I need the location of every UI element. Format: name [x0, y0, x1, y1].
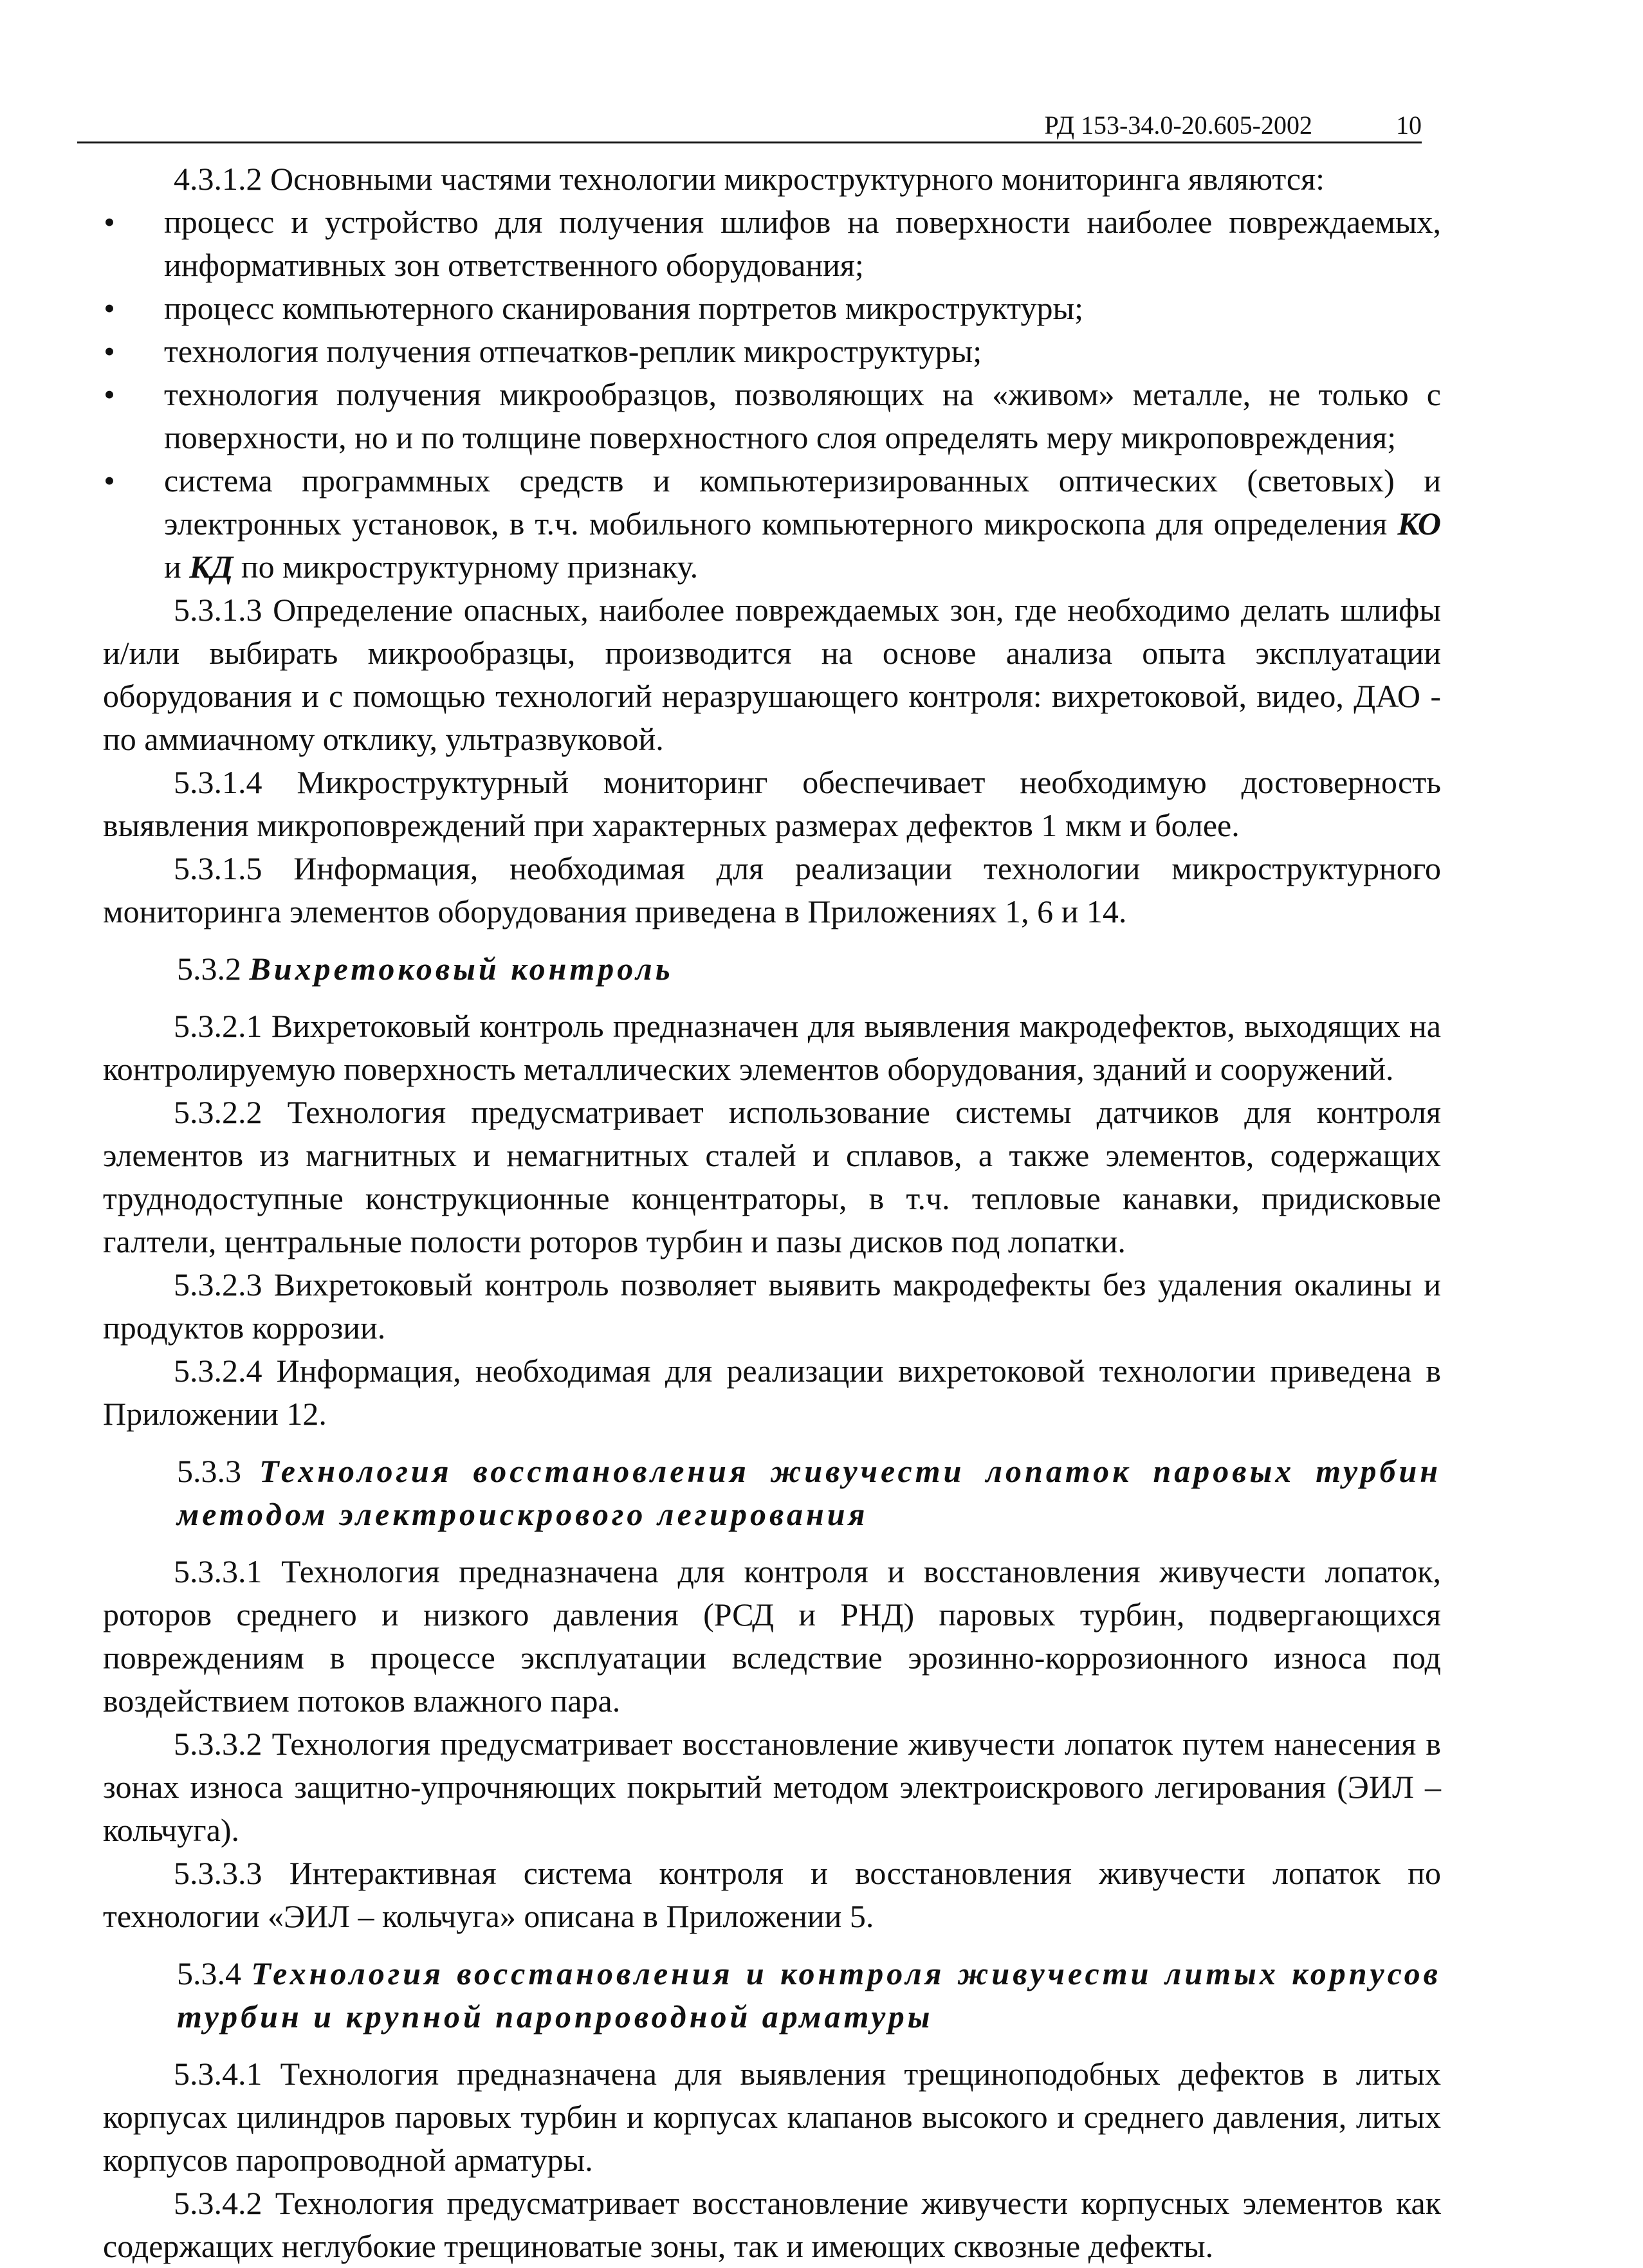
list-item [103, 330, 1441, 373]
paragraph-5-3-3-1: 5.3.3.1 Технология предназначена для контроля и восстановления живучести лопаток, роторов среднего и низкого давления (РСД и РНД) паровых турбин, подвергающихся повреждениям в процессе эксплуатации вследствие эрозинно-коррозионного износа под воздействием потоков влажного пара. [103, 1553, 1441, 1719]
bullet-icon: • [104, 333, 115, 369]
paragraph-5-3-2-1: 5.3.2.1 Вихретоковый контроль предназначен для выявления макродефектов, выходящих на контролируемую поверхность металлических элементов оборудования, зданий и сооружений. [103, 1008, 1441, 1087]
page-header [77, 109, 1422, 143]
section-heading-5-3-3 [103, 1450, 1441, 1536]
list-item [103, 373, 1441, 459]
paragraph-5-3-2-2: 5.3.2.2 Технология предусматривает использование системы датчиков для контроля элементов из магнитных и немагнитных сталей и сплавов, а также элементов, содержащих труднодоступные конструкционные концентраторы, в т.ч. тепловые канавки, придисковые галтели, центральные полости роторов турбин и пазы дисков под лопатки. [103, 1094, 1441, 1259]
term-kd: КД [189, 549, 234, 585]
section-title: Технология восстановления и контроля живучести литых корпусов турбин и крупной паропроводной арматуры [177, 1955, 1441, 2035]
list-item [103, 287, 1441, 330]
page-number: 10 [1396, 111, 1422, 140]
bullet-icon: • [104, 204, 115, 240]
section-title: Технология восстановления живучести лопаток паровых турбин методом электроискрового легирования [177, 1453, 1442, 1532]
list-item [103, 201, 1441, 287]
paragraph-5-3-1-3: 5.3.1.3 Определение опасных, наиболее повреждаемых зон, где необходимо делать шлифы и/или выбирать микрообразцы, производится на основе анализа опыта эксплуатации оборудования и с помощью технологий неразрушающего контроля: вихретоковой, видео, ДАО - по аммиачному отклику, ультразвуковой. [103, 592, 1441, 757]
paragraph-5-3-2-4: 5.3.2.4 Информация, необходимая для реализации вихретоковой технологии приведена в Приложении 12. [103, 1353, 1441, 1432]
list-item-text: технология получения микрообразцов, позволяющих на «живом» металле, не только с поверхности, но и по толщине поверхностного слоя определять меру микроповреждения; [164, 376, 1441, 455]
document-body [103, 158, 1441, 2268]
paragraph-5-3-3-3: 5.3.3.3 Интерактивная система контроля и восстановления живучести лопаток по технологии «ЭИЛ – кольчуга» описана в Приложении 5. [103, 1855, 1441, 1934]
list-item-text: по микроструктурному признаку. [233, 549, 699, 585]
paragraph-5-3-3-2: 5.3.3.2 Технология предусматривает восстановление живучести лопаток путем нанесения в зонах износа защитно-упрочняющих покрытий методом электроискрового легирования (ЭИЛ – кольчуга). [103, 1726, 1441, 1848]
list-item-text: система программных средств и компьютеризированных оптических (световых) и электронных установок, в т.ч. мобильного компьютерного микроскопа для определения [164, 462, 1441, 542]
list-item-text: процесс и устройство для получения шлифов на поверхности наиболее повреждаемых, информативных зон ответственного оборудования; [164, 204, 1441, 283]
bullet-icon: • [104, 376, 115, 412]
bullet-list [103, 201, 1441, 589]
paragraph-5-3-1-5: 5.3.1.5 Информация, необходимая для реализации технологии микроструктурного мониторинга элементов оборудования приведена в Приложениях 1, 6 и 14. [103, 850, 1441, 929]
section-title: Вихретоковый контроль [249, 951, 674, 987]
section-number: 5.3.2 [177, 951, 241, 987]
document-code: РД 153-34.0-20.605-2002 [1044, 111, 1312, 140]
list-item-text: технология получения отпечатков-реплик микроструктуры; [164, 333, 982, 369]
paragraph-5-3-1-4: 5.3.1.4 Микроструктурный мониторинг обеспечивает необходимую достоверность выявления микроповреждений при характерных размерах дефектов 1 мкм и более. [103, 764, 1441, 843]
term-ko: КО [1397, 506, 1441, 542]
section-heading-5-3-4 [103, 1952, 1441, 2038]
paragraph-5-3-4-1: 5.3.4.1 Технология предназначена для выявления трещиноподобных дефектов в литых корпусах цилиндров паровых турбин и корпусах клапанов высокого и среднего давления, литых корпусов паропроводной арматуры. [103, 2056, 1441, 2178]
paragraph-5-3-4-2: 5.3.4.2 Технология предусматривает восстановление живучести корпусных элементов как содержащих неглубокие трещиноватые зоны, так и имеющих сквозные дефекты. [103, 2185, 1441, 2264]
section-number: 5.3.3 [177, 1453, 241, 1489]
bullet-icon: • [104, 290, 115, 326]
list-item-text: процесс компьютерного сканирования портретов микроструктуры; [164, 290, 1083, 326]
list-item-text: и [164, 549, 190, 585]
paragraph-4-3-1-2: 4.3.1.2 Основными частями технологии микроструктурного мониторинга являются: [174, 161, 1325, 197]
list-item [103, 459, 1441, 589]
paragraph-5-3-2-3: 5.3.2.3 Вихретоковый контроль позволяет выявить макродефекты без удаления окалины и продуктов коррозии. [103, 1267, 1441, 1346]
section-heading-5-3-2 [103, 947, 1441, 991]
bullet-icon: • [104, 462, 115, 498]
section-number: 5.3.4 [177, 1955, 241, 1991]
